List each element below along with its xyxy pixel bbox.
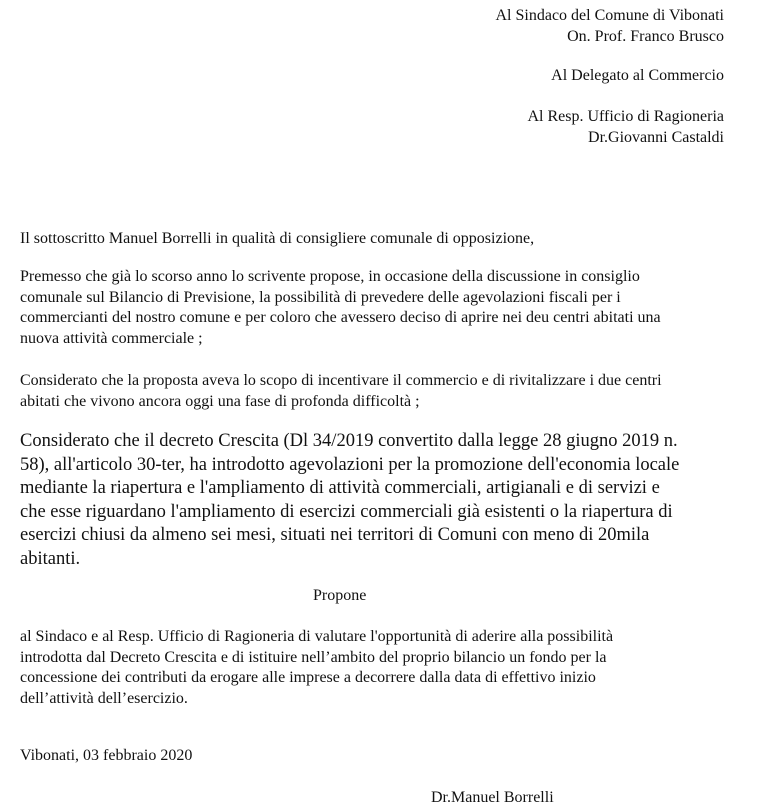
recipient-commerce-delegate: Al Delegato al Commercio xyxy=(551,67,724,84)
recipient-accounting-name: Dr.Giovanni Castaldi xyxy=(588,129,724,146)
paragraph-considerato-1 xyxy=(20,371,662,412)
paragraph-line: Considerato che la proposta aveva lo scopo di incentivare il commercio e di rivitalizzare i due centri xyxy=(20,372,662,389)
paragraph-line: 58), all'articolo 30-ter, ha introdotto agevolazioni per la promozione dell'economia locale xyxy=(20,454,680,475)
propone-heading: Propone xyxy=(313,587,367,604)
paragraph-considerato-2 xyxy=(20,430,679,572)
paragraph-line: commercianti del nostro comune e per coloro che avessero deciso di aprire nei deu centri abitati una xyxy=(20,309,661,326)
signature: Dr.Manuel Borrelli xyxy=(431,789,554,806)
paragraph-line: comunale sul Bilancio di Previsione, la possibilità di prevedere delle agevolazioni fiscali per i xyxy=(20,288,621,306)
paragraph-line: dell’attività dell’esercizio. xyxy=(20,689,188,707)
paragraph-line: mediante la riapertura e l'ampliamento di attività commerciali, artigianali e di servizi e xyxy=(20,478,660,499)
place-date: Vibonati, 03 febbraio 2020 xyxy=(20,747,193,764)
paragraph-line: esercizi chiusi da almeno sei mesi, situati nei territori di Comuni con meno di 20mila xyxy=(20,525,650,546)
recipient-accounting-office: Al Resp. Ufficio di Ragioneria xyxy=(527,108,724,125)
paragraph-line: introdotta dal Decreto Crescita e di istituire nell’ambito del proprio bilancio un fondo per la xyxy=(20,648,607,666)
recipient-mayor: Al Sindaco del Comune di Vibonati xyxy=(495,7,724,24)
paragraph-line: nuova attività commerciale ; xyxy=(20,329,203,347)
paragraph-line: che esse riguardano l'ampliamento di esercizi commerciali già esistenti o la riapertura di xyxy=(20,501,673,522)
paragraph-proposal xyxy=(20,627,613,709)
paragraph-line: Considerato che il decreto Crescita (Dl 34/2019 convertito dalla legge 28 giugno 2019 n. xyxy=(20,431,678,451)
paragraph-line: abitanti. xyxy=(20,548,81,569)
intro-text: Il sottoscritto Manuel Borrelli in qualità di consigliere comunale di opposizione, xyxy=(20,230,535,247)
paragraph-premesso xyxy=(20,267,661,349)
paragraph-line: abitati che vivono ancora oggi una fase di profonda difficoltà ; xyxy=(20,392,420,410)
recipient-mayor-name: On. Prof. Franco Brusco xyxy=(567,28,724,45)
paragraph-line: al Sindaco e al Resp. Ufficio di Ragioneria di valutare l'opportunità di aderire alla possibilità xyxy=(20,628,614,645)
paragraph-line: concessione dei contributi da erogare alle imprese a decorrere dalla data di effettivo inizio xyxy=(20,669,596,686)
paragraph-line: Premesso che già lo scorso anno lo scrivente propose, in occasione della discussione in consiglio xyxy=(20,268,640,285)
